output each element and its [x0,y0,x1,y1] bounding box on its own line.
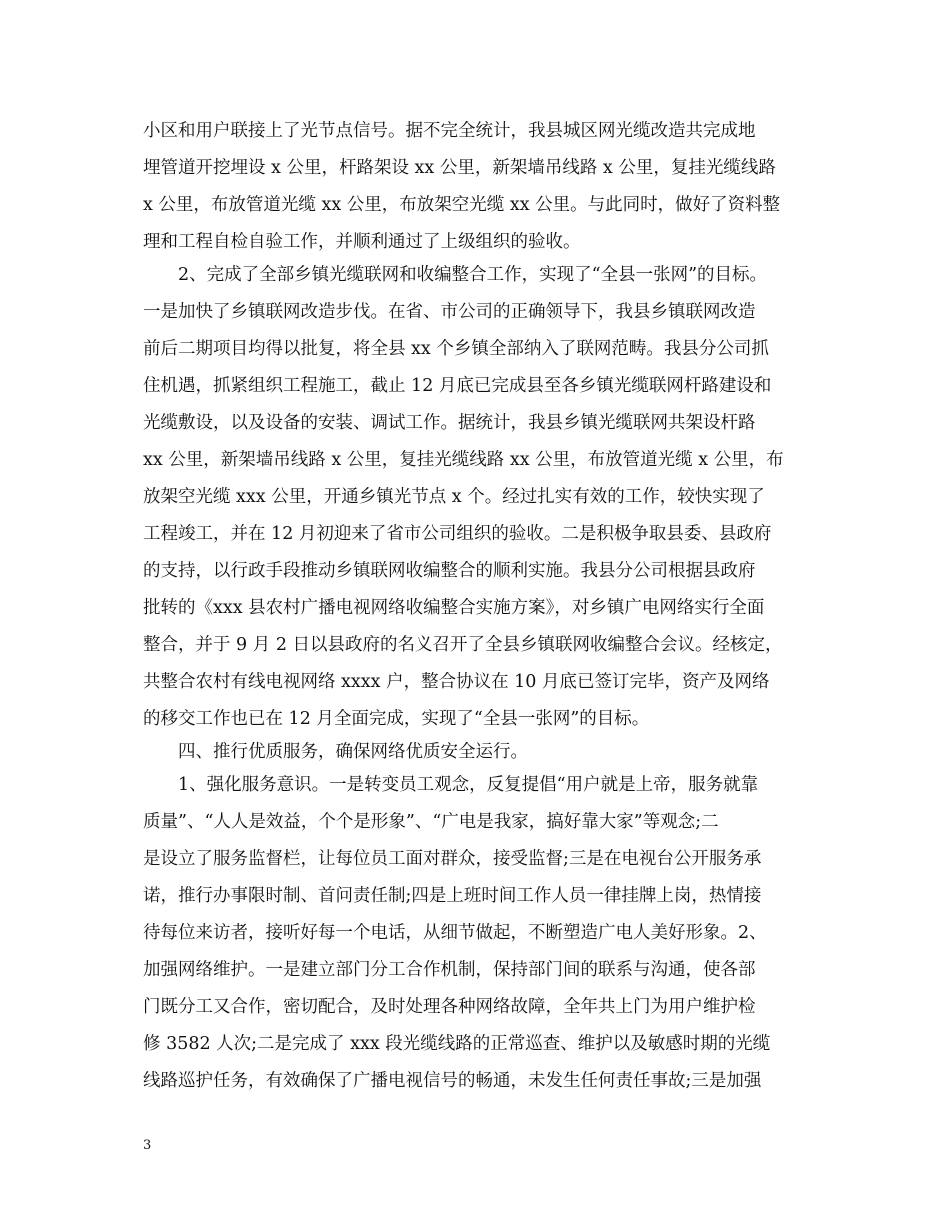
page-number: 3 [143,1138,152,1153]
body-text-line: 工程竣工，并在 12 月初迎来了省市公司组织的验收。二是积极争取县委、县政府 [143,524,772,544]
body-text-line: 的支持，以行政手段推动乡镇联网收编整合的顺利实施。我县分公司根据县政府 [143,561,756,581]
body-text-line: x 公里，布放管道光缆 xx 公里，布放架空光缆 xx 公里。与此同时，做好了资料整 [143,195,781,215]
body-text-line: 批转的《xxx 县农村广播电视网络收编整合实施方案》，对乡镇广电网络实行全面 [143,598,765,618]
body-text-line: 加强网络维护。一是建立部门分工合作机制，保持部门间的联系与沟通，使各部 [143,960,756,980]
section-heading: 四、推行优质服务，确保网络优质安全运行。 [143,742,528,762]
body-text-line: 是设立了服务监督栏，让每位员工面对群众，接受监督;三是在电视台公开服务承 [143,849,762,869]
body-text-line: 放架空光缆 xxx 公里，开通乡镇光节点 x 个。经过扎实有效的工作，较快实现了 [143,487,765,507]
body-text-line: 诺，推行办事限时制、首问责任制;四是上班时间工作人员一律挂牌上岗，热情接 [143,886,762,906]
body-text-line: 整合，并于 9 月 2 日以县政府的名义召开了全县乡镇联网收编整合会议。经核定， [143,635,783,655]
body-text-line: 埋管道开挖埋设 x 公里，杆路架设 xx 公里，新架墙吊线路 x 公里，复挂光缆线路 [143,158,776,178]
body-text-line: 1、强化服务意识。一是转变员工观念，反复提倡“用户就是上帝，服务就靠 [143,775,759,795]
body-text-line: 光缆敷设，以及设备的安装、调试工作。据统计，我县乡镇光缆联网共架设杆路 [143,413,756,433]
body-text-line: 线路巡护任务，有效确保了广播电视信号的畅通，未发生任何责任事故;三是加强 [143,1071,762,1091]
body-text-line: xx 公里，新架墙吊线路 x 公里，复挂光缆线路 xx 公里，布放管道光缆 x 公里，布 [143,450,784,470]
body-text-line: 门既分工又合作，密切配合，及时处理各种网络故障，全年共上门为用户维护检 [143,997,756,1017]
body-text-line: 待每位来访者，接听好每一个电话，从细节做起，不断塑造广电人美好形象。2、 [143,923,767,943]
body-text-line: 理和工程自检自验工作，并顺利通过了上级组织的验收。 [143,232,581,252]
body-text-line: 一是加快了乡镇联网改造步伐。在省、市公司的正确领导下，我县乡镇联网改造 [143,302,756,322]
body-text-line: 修 3582 人次;二是完成了 xxx 段光缆线路的正常巡查、维护以及敏感时期的光缆 [143,1034,771,1054]
body-text-line: 2、完成了全部乡镇光缆联网和收编整合工作，实现了“全县一张网”的目标。 [143,265,768,285]
body-text-line: 的移交工作也已在 12 月全面完成，实现了“全县一张网”的目标。 [143,709,650,729]
body-text-line: 前后二期项目均得以批复，将全县 xx 个乡镇全部纳入了联网范畴。我县分公司抓 [143,339,769,359]
body-text-line: 共整合农村有线电视网络 xxxx 户，整合协议在 10 月底已签订完毕，资产及网络 [143,672,770,692]
body-text-line: 质量”、“人人是效益，个个是形象”、“广电是我家，搞好靠大家”等观念;二 [143,812,719,832]
body-text-line: 住机遇，抓紧组织工程施工，截止 12 月底已完成县至各乡镇光缆联网杆路建设和 [143,376,772,396]
body-text-line: 小区和用户联接上了光节点信号。据不完全统计，我县城区网光缆改造共完成地 [143,121,756,141]
